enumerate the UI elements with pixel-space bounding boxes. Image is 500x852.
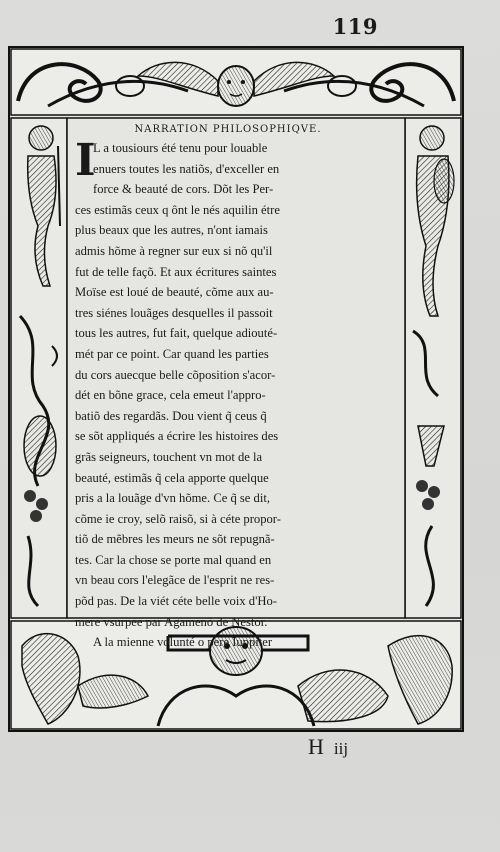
text-line: põd pas. De la viét céte belle voix d'Ho- — [75, 594, 277, 609]
text-line: cõme ie croy, selõ raisõ, si à céte propor- — [75, 511, 281, 526]
text-line: tes. Car la chose se porte mal quand en — [75, 552, 272, 567]
text-line: force & beauté de cors. Dõt les Per- — [93, 182, 274, 197]
text-line: pris a la louãge d'vn hõme. Ce q̃ se dit, — [75, 491, 270, 506]
chapter-heading: NARRATION PHILOSOPHIQVE. — [134, 124, 322, 135]
text-line: tres siénes louãges desquelles il passoit — [75, 305, 273, 320]
text-line: mere vsurpée par Agamenõ de Nestor. — [75, 614, 268, 629]
text-line: fut de telle façõ. Et aux écritures saintes — [75, 264, 277, 279]
text-line: A la mienne volunté o pere Iuppiter — [93, 635, 273, 650]
text-line: vn beau cors l'elegãce de l'esprit ne res- — [75, 573, 275, 588]
text-line: se sõt appliqués a écrire les histoires des — [75, 429, 279, 444]
text-line: tiõ de mẽbres les meurs ne sõt repugnã- — [75, 532, 275, 547]
text-line: beauté, estimãs q̃ cela apporte quelque — [75, 470, 269, 485]
signature-mark — [308, 734, 348, 760]
signature-letter: H — [308, 734, 324, 759]
text-line: du cors auecque belle cõposition s'acor- — [75, 367, 276, 382]
text-line: tous les autres, fut fait, quelque adiouté- — [75, 326, 278, 341]
text-line: mét par ce point. Car quand les parties — [75, 346, 269, 361]
text-line: admis hõme à regner sur eux si nõ qu'il — [75, 243, 273, 258]
text-line: L a tousiours été tenu pour louable — [93, 141, 268, 155]
text-line: dét en bõne grace, cela emeut l'appro- — [75, 388, 266, 403]
text-line: enuers toutes les natiõs, d'exceller en — [93, 161, 280, 176]
text-line: plus beaux que les autres, n'ont iamais — [75, 223, 268, 238]
body-text — [75, 135, 381, 653]
top-ornament — [11, 49, 461, 115]
text-line: ces estimãs ceux q ônt le nés aquilin étre — [75, 202, 280, 217]
drop-cap: I — [75, 135, 96, 186]
text-line: grãs seigneurs, touchent vn mot de la — [75, 449, 263, 464]
right-column-ornament — [405, 118, 461, 618]
main-text-block — [75, 124, 381, 650]
text-line: Moïse est loué de beauté, cõme aux au- — [75, 285, 274, 300]
page-number: 119 — [332, 14, 378, 39]
left-column-ornament — [11, 118, 67, 618]
signature-leaf: iij — [333, 739, 349, 758]
text-line: batiõ des regardãs. Dou vient q̃ ceus q̃ — [75, 408, 267, 423]
